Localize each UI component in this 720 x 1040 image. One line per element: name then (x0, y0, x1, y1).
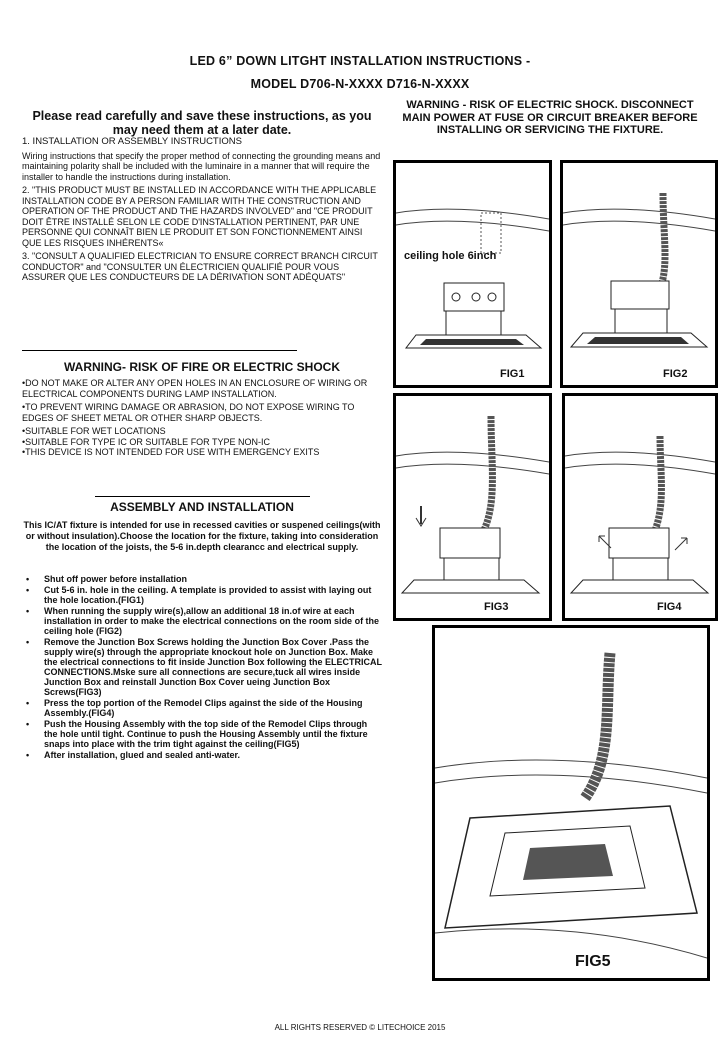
fig1-callout: ceiling hole 6inch (404, 250, 497, 262)
step-item: • Push the Housing Assembly with the top side of the Remodel Clips through the hole until tight. Continue to push the Housing Assembly until the fixture snaps into place with the trim tight against the ceiling(FIG5) (44, 719, 382, 749)
fig2-panel (560, 160, 718, 388)
intro-section (22, 137, 382, 286)
fig1-illustration (396, 163, 549, 385)
step-item: • Press the top portion of the Remodel Clips against the side of the Housing Assembly.(FIG4) (44, 698, 382, 718)
fire-warning-item: •SUITABLE FOR WET LOCATIONS (22, 426, 166, 436)
assembly-divider (95, 496, 310, 497)
copyright-footer: ALL RIGHTS RESERVED © LITECHOICE 2015 (274, 1023, 446, 1032)
fire-warning-list (22, 378, 382, 458)
item3-text: 3. "CONSULT A QUALIFIED ELECTRICIAN TO ENSURE CORRECT BRANCH CIRCUIT CONDUCTOR" and "CONSULTER UN ÉLECTRICIEN QUALIFIÉ POUR VOUS ASSURER QUE LES CONDUCTEURS DE LA DÉRIVATION SONT ADÉQUATS" (22, 251, 378, 282)
assembly-title: ASSEMBLY AND INSTALLATION (110, 500, 294, 514)
item1-heading: 1. INSTALLATION OR ASSEMBLY INSTRUCTIONS (22, 136, 242, 147)
step-item: • Remove the Junction Box Screws holding the Junction Box Cover .Pass the supply wire(s) through the appropriate knockout hole on Junction Box. Make the electrical connections to fit inside Junction Box following the ELECTRICAL CONNECTIONS.Mske sure all connections are secure,tuck all wires inside Junction Box and reinstall Junction Box Cover ueing Junction Box Screws(FIG3) (44, 637, 382, 697)
step-item: • Cut 5-6 in. hole in the ceiling. A template is provided to assist with laying out the hole location.(FIG1) (44, 585, 382, 605)
fire-warning-item: •DO NOT MAKE OR ALTER ANY OPEN HOLES IN AN ENCLOSURE OF WIRING OR ELECTRICAL COMPONENTS DURING LAMP INSTALLATION. (22, 378, 368, 399)
document-title-line1: LED 6” DOWN LITGHT INSTALLATION INSTRUCTIONS - (189, 54, 531, 68)
document-title-line2: MODEL D706-N-XXXX D716-N-XXXX (250, 77, 470, 91)
step-item: • When running the supply wire(s),allow an additional 18 in.of wire at each installation in order to make the electrical connections on the room side of the ceiling hole (FIG2) (44, 606, 382, 636)
fig2-label: FIG2 (663, 368, 688, 380)
fig5-panel (432, 625, 710, 981)
section-divider (22, 350, 297, 351)
fig4-panel (562, 393, 718, 621)
fig1-panel (393, 160, 552, 388)
item1-body: Wiring instructions that specify the proper method of connecting the grounding means and maintaining polarity shall be included with the luminaire in a manner that will require the installer to handle the instructions during installation. (22, 150, 381, 182)
fire-warning-item: •TO PREVENT WIRING DAMAGE OR ABRASION, DO NOT EXPOSE WIRING TO EDGES OF SHEET METAL OR OTHER SHARP OBJECTS. (22, 402, 355, 423)
fig1-label: FIG1 (500, 368, 525, 380)
fig2-illustration (563, 163, 715, 385)
step-item: • Shut off power before installation (44, 574, 382, 584)
fig5-label: FIG5 (575, 953, 611, 970)
shock-warning: WARNING - RISK OF ELECTRIC SHOCK. DISCONNECT MAIN POWER AT FUSE OR CIRCUIT BREAKER BEFORE INSTALLING OR SERVICING THE FIXTURE. (402, 99, 698, 136)
fire-warning-item: •SUITABLE FOR TYPE IC OR SUITABLE FOR TYPE NON-IC (22, 436, 271, 447)
fig4-label: FIG4 (657, 601, 682, 613)
item2-text: 2. "THIS PRODUCT MUST BE INSTALLED IN ACCORDANCE WITH THE APPLICABLE INSTALLATION CODE BY A PERSON FAMILIAR WITH THE CONSTRUCTION AND OPERATION OF THE PRODUCT AND THE HAZARDS INVOLVED" and "CE PRODUIT DOIT ÊTRE INSTALLÉ SELON LE CODE D'INSTALLATION PERTINENT, PAR UNE PERSONNE QUI CONNAÎT BIEN LE PRODUIT ET SON FONCTIONNEMENT AINSI QUE LES RISQUES INHÉRENTS« (22, 185, 377, 248)
fig5-illustration (435, 628, 707, 978)
read-carefully-notice: Please read carefully and save these instructions, as you may need them at a later date. (32, 109, 372, 137)
fig3-illustration (396, 396, 549, 618)
step-item: • After installation, glued and sealed anti-water. (44, 750, 382, 760)
assembly-intro: This IC/AT fixture is intended for use in recessed cavities or suspened ceilings(with or without insulation).Choose the location for the fixture, taking into consideration the location of the joists, the 5-6 in.depth clearancc and electrical supply. (23, 520, 381, 552)
assembly-steps (22, 574, 382, 760)
fire-warning-title: WARNING- RISK OF FIRE OR ELECTRIC SHOCK (64, 360, 340, 374)
fig3-label: FIG3 (484, 601, 509, 613)
fig3-panel (393, 393, 552, 621)
fire-warning-item: •THIS DEVICE IS NOT INTENDED FOR USE WITH EMERGENCY EXITS (22, 447, 320, 457)
fig4-illustration (565, 396, 715, 618)
